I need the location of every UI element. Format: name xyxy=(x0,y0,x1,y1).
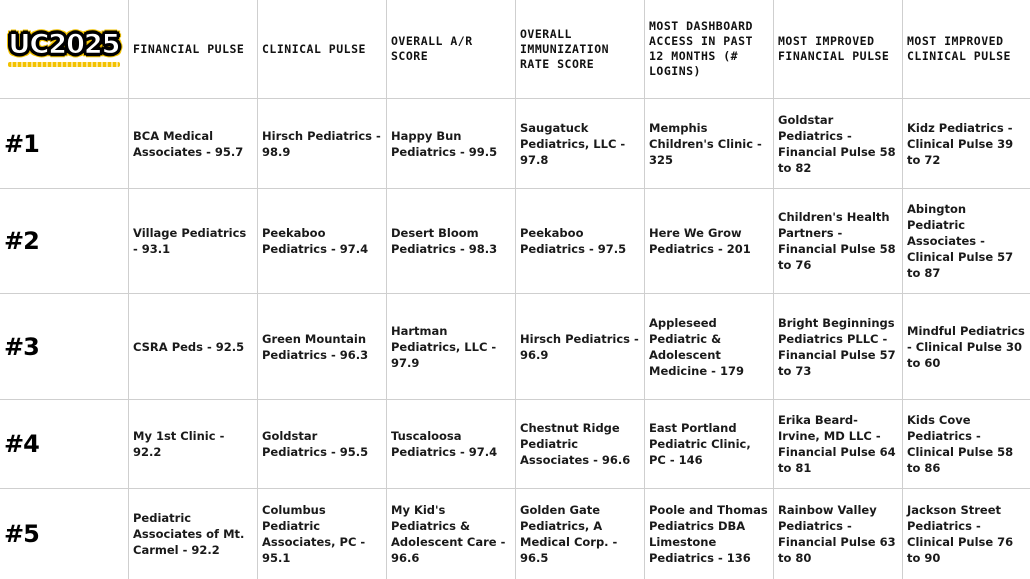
table-cell: Goldstar Pediatrics - Financial Pulse 58 to 82 xyxy=(774,99,903,189)
uc2025-logo xyxy=(8,31,120,67)
header-improved-financial: MOST IMPROVED FINANCIAL PULSE xyxy=(774,0,903,99)
table-cell: Green Mountain Pediatrics - 96.3 xyxy=(258,294,387,400)
logo-tagline-graphic xyxy=(8,62,120,67)
table-cell: Children's Health Partners - Financial Pulse 58 to 76 xyxy=(774,189,903,294)
rank-label: #4 xyxy=(0,400,129,489)
header-financial-pulse: FINANCIAL PULSE xyxy=(129,0,258,99)
table-cell: Peekaboo Pediatrics - 97.4 xyxy=(258,189,387,294)
table-cell: Rainbow Valley Pediatrics - Financial Pulse 63 to 80 xyxy=(774,489,903,579)
table-cell: Goldstar Pediatrics - 95.5 xyxy=(258,400,387,489)
table-cell: Memphis Children's Clinic - 325 xyxy=(645,99,774,189)
table-cell: Happy Bun Pediatrics - 99.5 xyxy=(387,99,516,189)
rank-label: #2 xyxy=(0,189,129,294)
table-cell: Desert Bloom Pediatrics - 98.3 xyxy=(387,189,516,294)
table-cell: Kidz Pediatrics - Clinical Pulse 39 to 72 xyxy=(903,99,1030,189)
header-clinical-pulse: CLINICAL PULSE xyxy=(258,0,387,99)
table-cell: Appleseed Pediatric & Adolescent Medicine - 179 xyxy=(645,294,774,400)
table-cell: Abington Pediatric Associates - Clinical Pulse 57 to 87 xyxy=(903,189,1030,294)
table-cell: Hartman Pediatrics, LLC - 97.9 xyxy=(387,294,516,400)
logo-cell xyxy=(0,0,129,99)
header-ar-score: OVERALL A/R SCORE xyxy=(387,0,516,99)
table-cell: Mindful Pediatrics - Clinical Pulse 30 to 60 xyxy=(903,294,1030,400)
table-cell: Hirsch Pediatrics - 96.9 xyxy=(516,294,645,400)
table-cell: Here We Grow Pediatrics - 201 xyxy=(645,189,774,294)
table-cell: East Portland Pediatric Clinic, PC - 146 xyxy=(645,400,774,489)
logo-text: UC2025 xyxy=(8,29,120,60)
table-cell: Pediatric Associates of Mt. Carmel - 92.2 xyxy=(129,489,258,579)
table-cell: Tuscaloosa Pediatrics - 97.4 xyxy=(387,400,516,489)
table-cell: Erika Beard-Irvine, MD LLC - Financial Pulse 64 to 81 xyxy=(774,400,903,489)
table-cell: Jackson Street Pediatrics - Clinical Pulse 76 to 90 xyxy=(907,503,1014,565)
table-cell: My 1st Clinic - 92.2 xyxy=(129,400,258,489)
table-cell: Saugatuck Pediatrics, LLC - 97.8 xyxy=(516,99,645,189)
table-cell: Village Pediatrics - 93.1 xyxy=(129,189,258,294)
table-cell: My Kid's Pediatrics & Adolescent Care - 96.6 xyxy=(387,489,516,579)
table-cell: Golden Gate Pediatrics, A Medical Corp. - 96.5 xyxy=(516,489,645,579)
rank-label: #1 xyxy=(0,99,129,189)
header-dashboard-access: MOST DASHBOARD ACCESS IN PAST 12 MONTHS (# LOGINS) xyxy=(645,0,774,99)
header-improved-clinical: MOST IMPROVED CLINICAL PULSE xyxy=(903,0,1030,99)
table-cell: Hirsch Pediatrics - 98.9 xyxy=(258,99,387,189)
table-cell: Peekaboo Pediatrics - 97.5 xyxy=(516,189,645,294)
rank-label: #3 xyxy=(0,294,129,400)
table-cell: Columbus Pediatric Associates, PC - 95.1 xyxy=(258,489,387,579)
header-immunization-score: OVERALL IMMUNIZATION RATE SCORE xyxy=(516,0,645,99)
table-cell: CSRA Peds - 92.5 xyxy=(129,294,258,400)
table-cell: Poole and Thomas Pediatrics DBA Limestone Pediatrics - 136 xyxy=(645,489,774,579)
table-cell: Kids Cove Pediatrics - Clinical Pulse 58 to 86 xyxy=(903,400,1030,489)
table-cell: Chestnut Ridge Pediatric Associates - 96.6 xyxy=(516,400,645,489)
table-cell: Bright Beginnings Pediatrics PLLC - Financial Pulse 57 to 73 xyxy=(774,294,903,400)
table-cell: BCA Medical Associates - 95.7 xyxy=(129,99,258,189)
rank-label: #5 xyxy=(0,489,129,579)
